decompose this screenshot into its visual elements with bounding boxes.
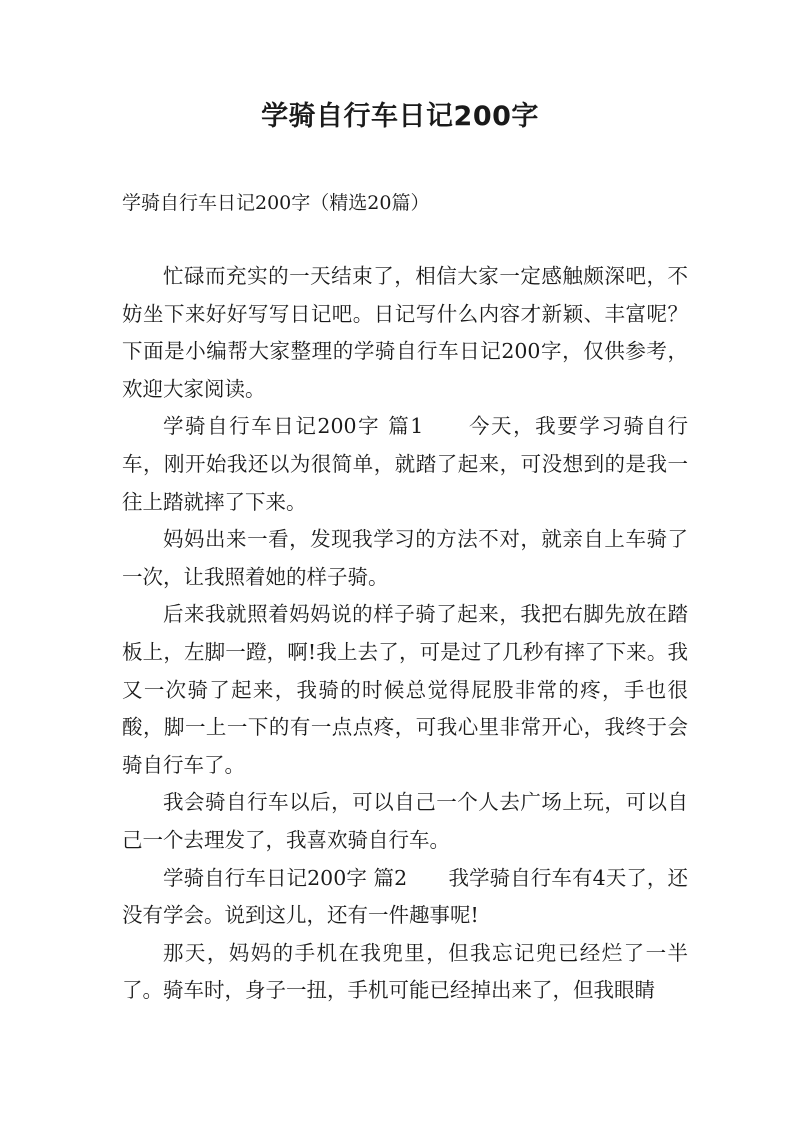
paragraph-2: 妈妈出来一看，发现我学习的方法不对，就亲自上车骑了一次，让我照着她的样子骑。 [122,527,688,589]
paragraph-5: 学骑自行车日记200字 篇2 我学骑自行车有4天了，还没有学会。说到这儿，还有一件趣事呢! [122,865,688,928]
paragraph-4: 我会骑自行车以后，可以自己一个人去广场上玩，可以自己一个去理发了，我喜欢骑自行车。 [122,790,688,852]
document-body [122,258,688,1010]
paragraph-intro: 忙碌而充实的一天结束了，相信大家一定感触颇深吧，不妨坐下来好好写写日记吧。日记写什么内容才新颖、丰富呢？下面是小编帮大家整理的学骑自行车日记200字，仅供参考，欢迎大家阅读。 [122,264,688,401]
document-title: 学骑自行车日记200字 [261,101,539,132]
paragraph-1: 学骑自行车日记200字 篇1 今天，我要学习骑自行车，刚开始我还以为很简单，就踏了起来，可没想到的是我一往上踏就摔了下来。 [122,414,688,514]
document-subtitle: 学骑自行车日记200字（精选20篇） [122,192,430,214]
paragraph-3: 后来我就照着妈妈说的样子骑了起来，我把右脚先放在踏板上，左脚一蹬，啊!我上去了，可是过了几秒有摔了下来。我又一次骑了起来，我骑的时候总觉得屁股非常的疼，手也很酸，脚一上一下的有一点点疼，可我心里非常开心，我终于会骑自行车了。 [122,602,688,777]
paragraph-6: 那天，妈妈的手机在我兜里，但我忘记兜已经烂了一半了。骑车时，身子一扭，手机可能已经掉出来了，但我眼睛 [122,940,688,1003]
